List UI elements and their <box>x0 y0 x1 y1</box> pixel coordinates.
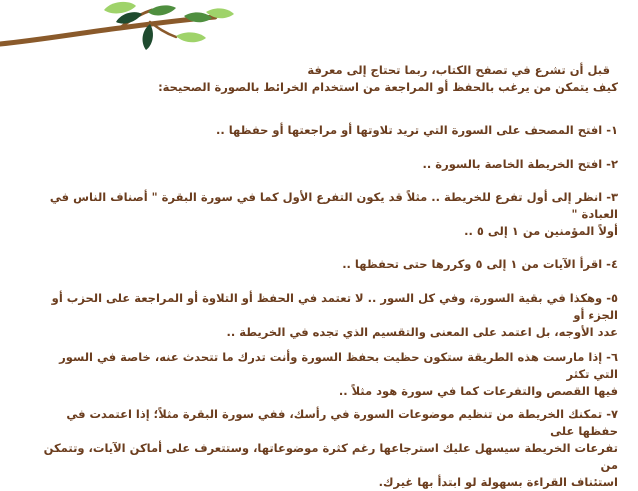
intro-line-1: قبل أن تشرع في تصفح الكتاب، ربما تحتاج إلى معرفة <box>307 63 610 77</box>
step-4 <box>40 256 618 273</box>
step-6 <box>40 349 618 400</box>
step-5-line-2: عدد الأوجه، بل اعتمد على المعنى والتقسيم الذي تجده في الخريطة .. <box>226 325 618 339</box>
leaf-icon <box>143 24 153 50</box>
leaf-icon <box>148 5 176 15</box>
step-5-line-1: ٥- وهكذا في بقية السورة، وفي كل السور .. لا تعتمد في الحفظ أو التلاوة أو المراجعة على الحزب أو الجزء أو <box>51 291 618 322</box>
step-7 <box>40 406 618 491</box>
step-3-line-2: أولاً المؤمنين من ١ إلى ٥ .. <box>464 224 618 238</box>
step-4-line-1: ٤- اقرأ الآيات من ١ إلى ٥ وكررها حتى تحفظها .. <box>342 257 618 271</box>
leaf-icon <box>116 12 142 24</box>
slide-text-body <box>40 62 618 489</box>
step-3-line-1: ٣- انظر إلى أول تفرع للخريطة .. مثلاً قد يكون التفرع الأول كما في سورة البقرة " أصناف الناس في العبادة " <box>49 190 618 221</box>
step-7-line-3: استئناف القراءة بسهولة لو ابتدأ بها غيرك. <box>378 475 618 489</box>
leaf-icon <box>104 2 136 14</box>
step-7-line-1: ٧- تمكنك الخريطة من تنظيم موضوعات السورة في رأسك، ففي سورة البقرة مثلاً؛ إذا اعتمدت في حفظها على <box>66 407 618 438</box>
intro-paragraph <box>40 62 618 96</box>
step-6-line-2: فيها القصص والتفرعات كما في سورة هود مثلاً .. <box>338 384 618 398</box>
step-5 <box>40 290 618 341</box>
step-2 <box>40 156 618 173</box>
leaf-icon <box>176 32 206 42</box>
step-7-line-2: تفرعات الخريطة سيسهل عليك استرجاعها رغم كثرة موضوعاتها، وستتعرف على أماكن الآيات، وتتمكن من <box>43 441 618 472</box>
intro-line-2: كيف يتمكن من يرغب بالحفظ أو المراجعة من استخدام الخرائط بالصورة الصحيحة: <box>158 80 618 94</box>
step-2-line-1: ٢- افتح الخريطة الخاصة بالسورة .. <box>422 157 618 171</box>
tree-branch-decoration <box>0 0 240 60</box>
step-1-line-1: ١- افتح المصحف على السورة التي تريد تلاوتها أو مراجعتها أو حفظها .. <box>216 123 618 137</box>
step-1 <box>40 122 618 139</box>
step-6-line-1: ٦- إذا مارست هذه الطريقة ستكون حظيت بحفظ السورة وأنت تدرك ما تتحدث عنه، خاصة في السور التي تكثر <box>59 350 618 381</box>
step-3 <box>40 189 618 240</box>
